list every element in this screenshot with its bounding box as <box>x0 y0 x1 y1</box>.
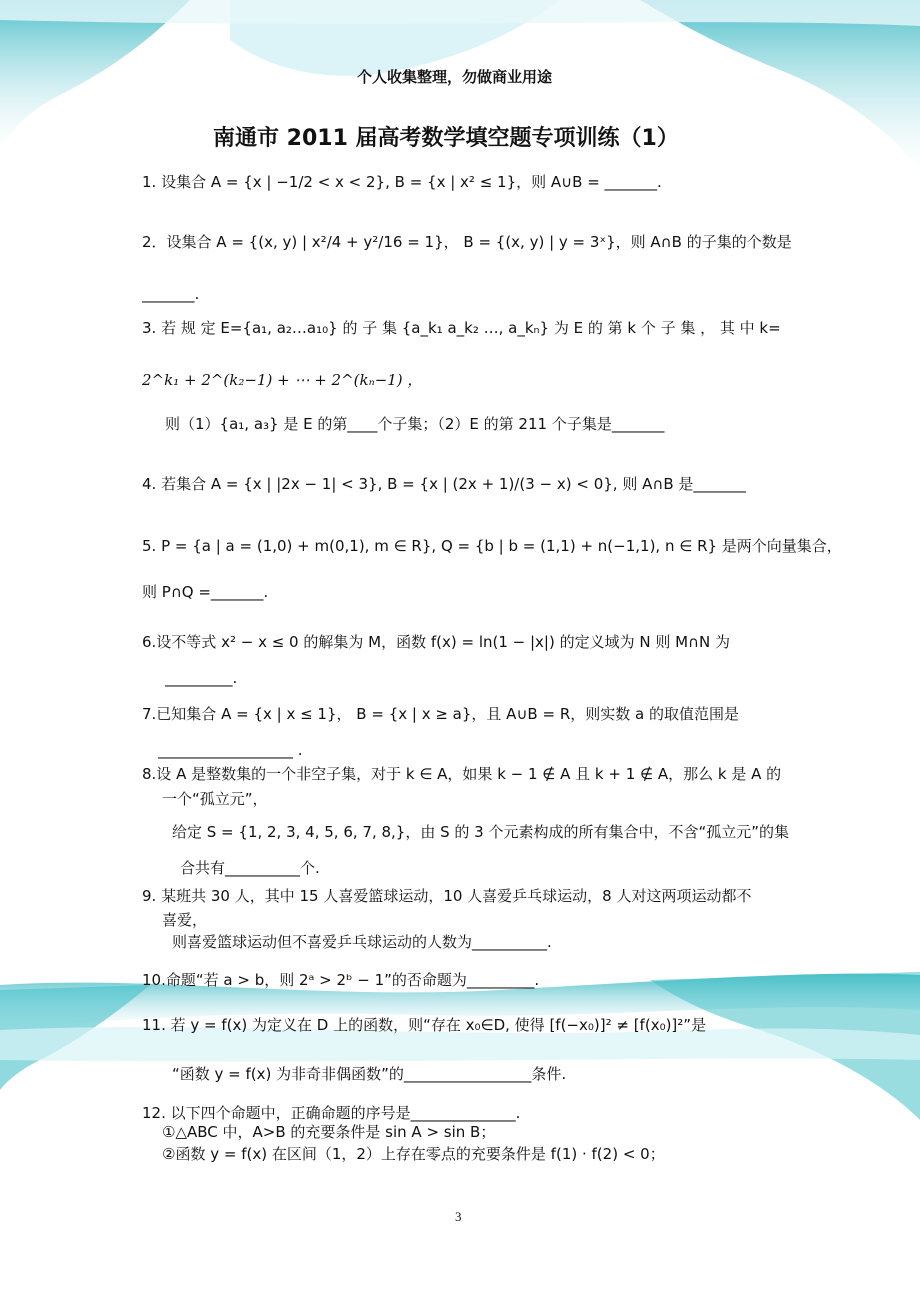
page-title: 南通市 2011 届高考数学填空题专项训练（1） <box>213 126 679 151</box>
question-7: 7.已知集合 A = {x | x ≤ 1}， B = {x | x ≥ a}，且 A∪B = R，则实数 a 的取值范围是 <box>142 705 739 723</box>
question-2-blank: _______. <box>142 285 200 303</box>
question-9: 9. 某班共 30 人，其中 15 人喜爱篮球运动，10 人喜爱乒乓球运动，8 人对这两项运动都不 <box>142 887 752 905</box>
question-11-cont: “函数 y = f(x) 为非奇非偶函数”的_________________条件. <box>172 1065 567 1083</box>
question-1: 1. 设集合 A = {x | −1/2 < x < 2}, B = {x | x² ≤ 1}，则 A∪B = _______. <box>142 173 662 191</box>
question-5: 5. P = {a | a = (1,0) + m(0,1), m ∈ R}, Q = {b | b = (1,1) + n(−1,1), n ∈ R} 是两个向量集合， <box>142 537 842 555</box>
question-6-blank: _________. <box>165 669 238 687</box>
question-8-given: 给定 S = {1, 2, 3, 4, 5, 6, 7, 8,}，由 S 的 3 个元素构成的所有集合中，不含“孤立元”的集 <box>172 823 790 841</box>
question-12: 12. 以下四个命题中，正确命题的序号是______________. <box>142 1104 521 1122</box>
header-note: 个人收集整理，勿做商业用途 <box>357 68 553 86</box>
question-8: 8.设 A 是整数集的一个非空子集，对于 k ∈ A，如果 k − 1 ∉ A 且 k + 1 ∉ A，那么 k 是 A 的 <box>142 765 782 783</box>
question-11: 11. 若 y = f(x) 为定义在 D 上的函数，则“存在 x₀∈D, 使得 [f(−x₀)]² ≠ [f(x₀)]²”是 <box>142 1016 707 1034</box>
question-4: 4. 若集合 A = {x | |2x − 1| < 3}, B = {x | (2x + 1)/(3 − x) < 0}, 则 A∩B 是_______ <box>142 475 746 493</box>
question-7-blank: __________________ . <box>158 741 303 759</box>
question-6: 6.设不等式 x² − x ≤ 0 的解集为 M，函数 f(x) = ln(1 − |x|) 的定义域为 N 则 M∩N 为 <box>142 633 731 651</box>
question-12-item-2: ②函数 y = f(x) 在区间（1，2）上存在零点的充要条件是 f(1) · f(2) < 0； <box>162 1145 665 1163</box>
question-2: 2．设集合 A = {(x, y) | x²/4 + y²/16 = 1}， B = {(x, y) | y = 3ˣ}，则 A∩B 的子集的个数是 <box>142 233 792 251</box>
question-5-blank: 则 P∩Q =_______. <box>142 583 269 601</box>
question-10: 10.命题“若 a > b，则 2ᵃ > 2ᵇ − 1”的否命题为_________. <box>142 971 540 989</box>
question-12-item-1: ①△ABC 中，A>B 的充要条件是 sin A > sin B； <box>162 1123 496 1141</box>
page-number: 3 <box>455 1209 462 1224</box>
question-8-cont: 一个“孤立元”， <box>162 790 268 808</box>
question-9-cont: 喜爱， <box>162 911 208 929</box>
question-8-blank: 合共有__________个. <box>180 859 320 877</box>
question-9-ask: 则喜爱篮球运动但不喜爱乒乓球运动的人数为__________. <box>172 933 552 951</box>
question-3: 3. 若 规 定 E={a₁, a₂…a₁₀} 的 子 集 {a_k₁ a_k₂ …, a_kₙ} 为 E 的 第 k 个 子 集 ， 其 中 k= <box>142 319 781 337</box>
question-3-subparts: 则（1）{a₁, a₃} 是 E 的第____个子集；（2）E 的第 211 个子集是_______ <box>165 415 665 433</box>
question-3-k-formula: 2^k₁ + 2^(k₂−1) + ⋯ + 2^(kₙ−1) ， <box>142 371 423 389</box>
